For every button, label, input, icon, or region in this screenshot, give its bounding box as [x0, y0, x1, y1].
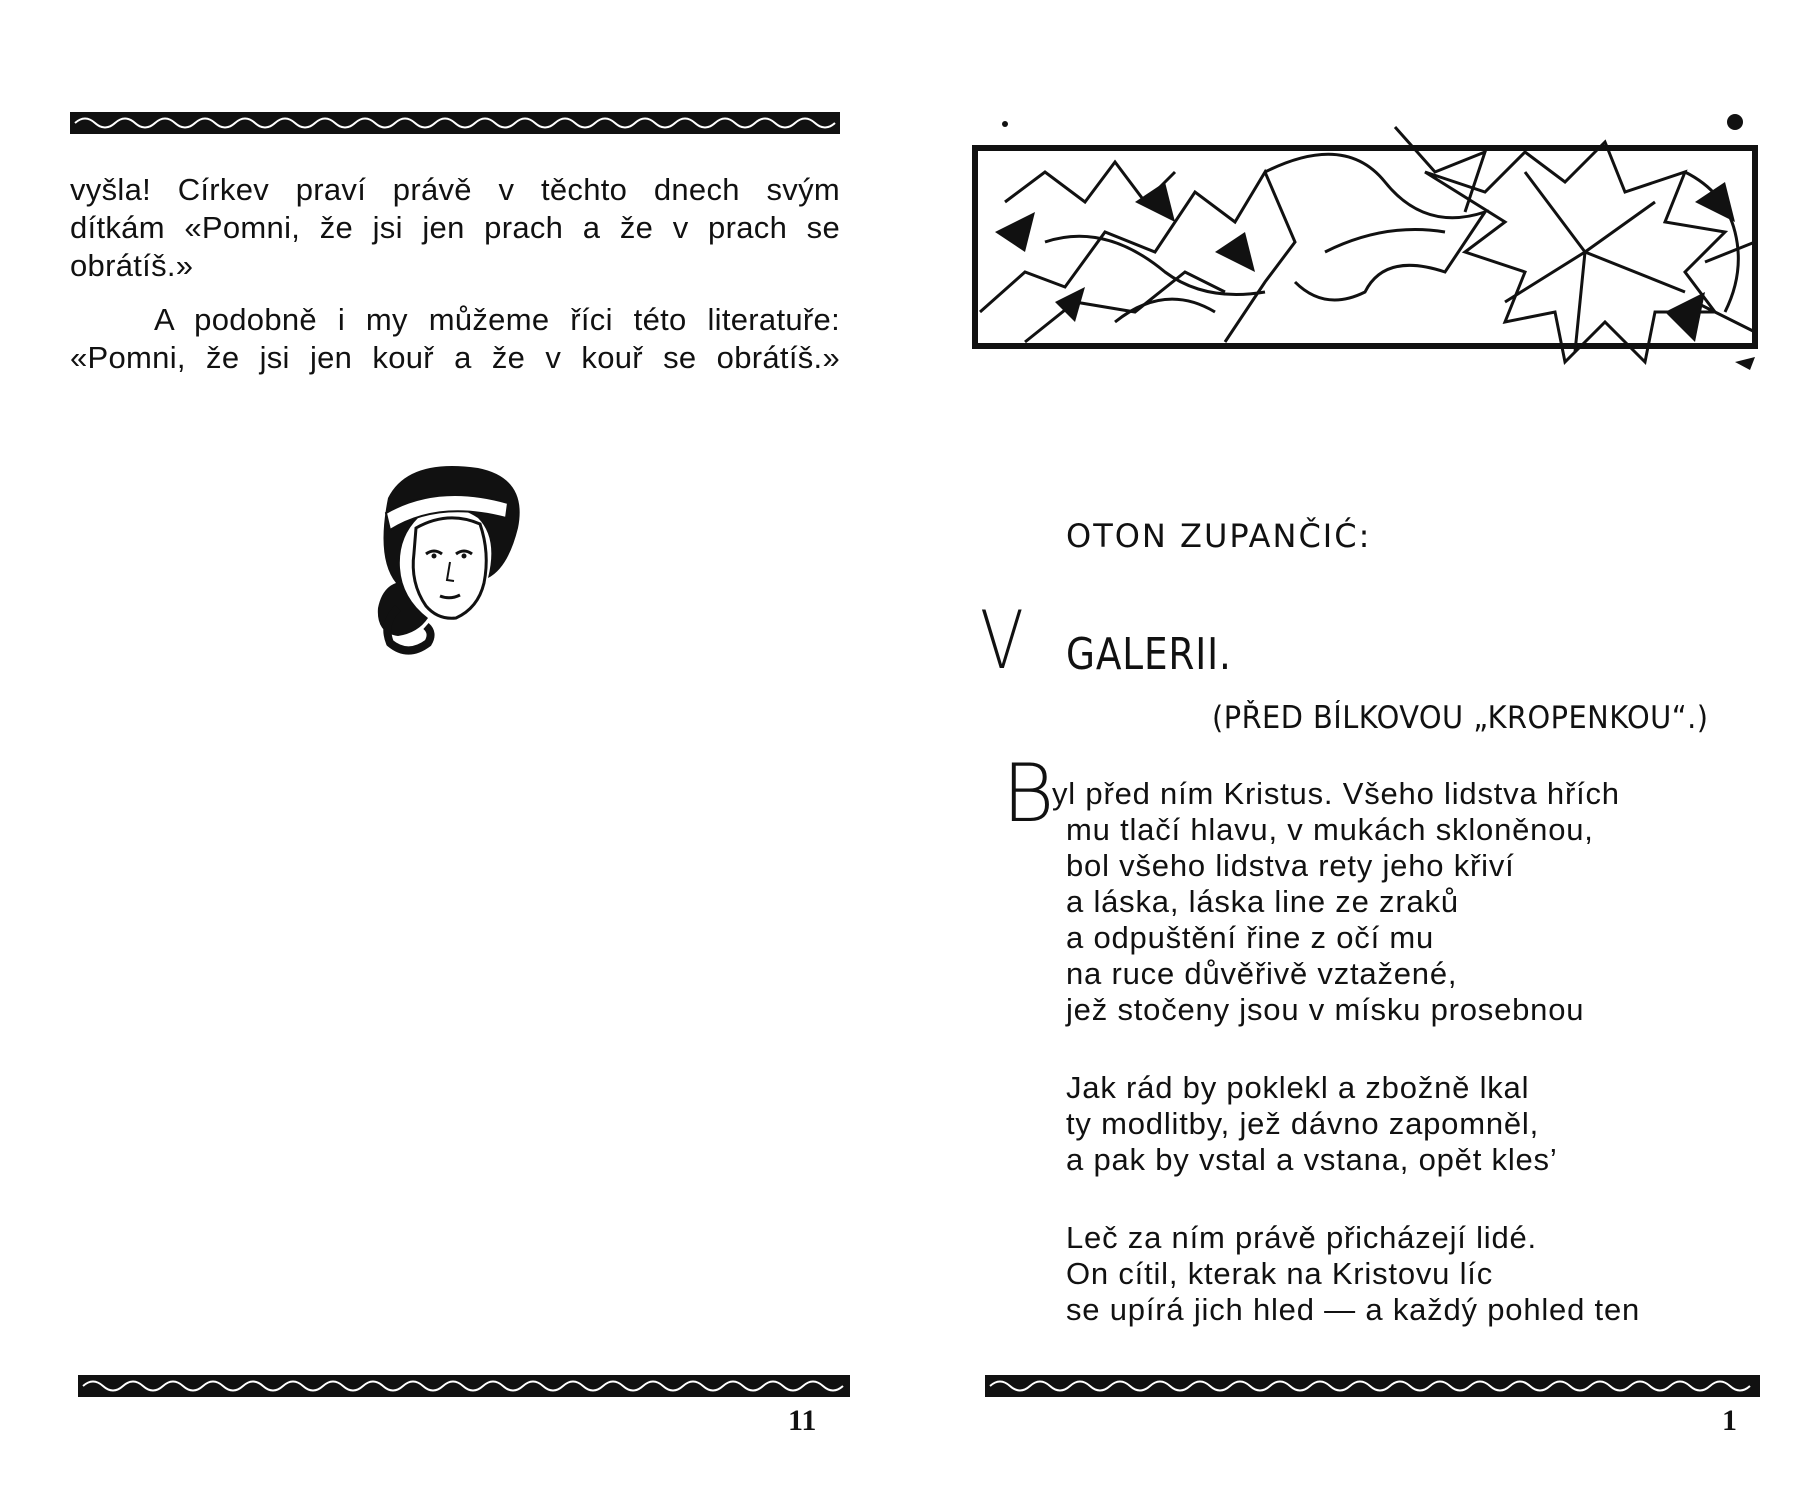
art-nouveau-woman-head-icon: [368, 458, 528, 658]
stanza3-line3: se upírá jich hled — a každý pohled ten: [1066, 1292, 1641, 1327]
stanza2-line2: ty modlitby, jež dávno zapomněl,: [1066, 1106, 1540, 1141]
stanza1-line1: yl před ním Kristus. Všeho lidstva hřích: [1052, 776, 1620, 811]
left-paragraph1-line3: obrátíš.»: [70, 248, 194, 283]
left-page-number: 11: [788, 1404, 817, 1437]
maple-leaves-header-icon: [965, 112, 1765, 374]
stanza2-line3: a pak by vstal a vstana, opět kles’: [1066, 1142, 1558, 1177]
stanza2-line1: Jak rád by poklekl a zbožně lkal: [1066, 1070, 1530, 1105]
stanza1-line6: na ruce důvěřivě vztažené,: [1066, 956, 1458, 991]
poem-subtitle: (PŘED BÍLKOVOU „KROPENKOU“.): [1212, 700, 1709, 736]
drop-cap: B: [1002, 747, 1055, 840]
top-ornament-border-left: [70, 112, 840, 134]
stanza1-line3: bol všeho lidstva rety jeho křiví: [1066, 848, 1515, 883]
title-initial: V: [980, 594, 1024, 687]
stanza1-line2: mu tlačí hlavu, v mukách skloněnou,: [1066, 812, 1594, 847]
right-page-number: 1: [1722, 1404, 1737, 1437]
left-paragraph2-line1: A podobně i my můžeme říci této literatuře:: [154, 302, 840, 337]
stanza3-line2: On cítil, kterak na Kristovu líc: [1066, 1256, 1494, 1291]
stanza3-line1: Leč za ním právě přicházejí lidé.: [1066, 1220, 1537, 1255]
bottom-ornament-border-left: [78, 1375, 850, 1397]
stanza1-line7: jež stočeny jsou v mísku prosebnou: [1066, 992, 1585, 1027]
author-name: OTON ZUPANČIĆ:: [1066, 517, 1372, 555]
left-paragraph1-line1: vyšla! Církev praví právě v těchto dnech svým: [70, 172, 840, 207]
poem-title: GALERII.: [1066, 629, 1232, 680]
bottom-ornament-border-right: [985, 1375, 1760, 1397]
stanza1-line4: a láska, láska line ze zraků: [1066, 884, 1459, 919]
stanza1-line5: a odpuštění řine z očí mu: [1066, 920, 1435, 955]
left-paragraph2-line2: «Pomni, že jsi jen kouř a že v kouř se obrátíš.»: [70, 340, 840, 375]
left-paragraph1-line2: dítkám «Pomni, že jsi jen prach a že v prach se: [70, 210, 840, 245]
